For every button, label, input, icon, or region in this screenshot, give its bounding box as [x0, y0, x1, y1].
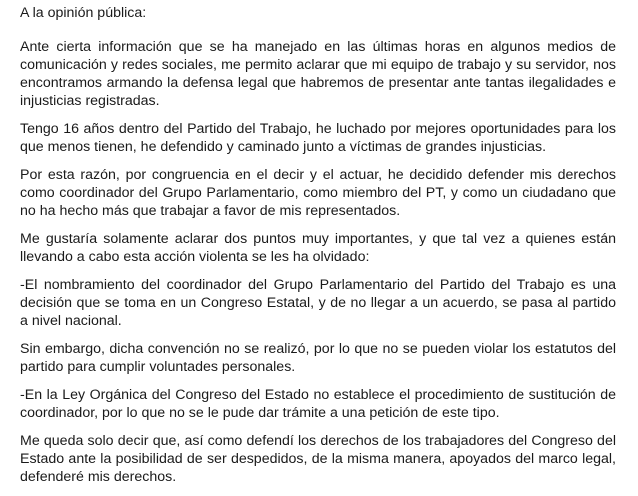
- paragraph-point-appointment: -El nombramiento del coordinador del Grupo Parlamentario del Partido del Trabajo es una decisión que se toma en un Congreso Estatal, y de no llegar a un acuerdo, se pasa al partido a nivel nacional.: [20, 277, 616, 329]
- paragraph-years-in-party: Tengo 16 años dentro del Partido del Trabajo, he luchado por mejores oportunidades para los que menos tienen, he defendido y caminado junto a víctimas de grandes injusticias.: [20, 121, 616, 155]
- paragraph-two-points: Me gustaría solamente aclarar dos puntos muy importantes, y que tal vez a quienes están llevando a cabo esta acción violenta se les ha olvidado:: [20, 231, 616, 265]
- salutation: A la opinión pública:: [20, 5, 147, 21]
- paragraph-closing: Me queda solo decir que, así como defendí los derechos de los trabajadores del Congreso del Estado ante la posibilidad de ser despedidos, de la misma manera, apoyados del marco legal, defenderé mis derechos.: [20, 433, 616, 485]
- paragraph-defend-rights: Por esta razón, por congruencia en el decir y el actuar, he decidido defender mis derechos como coordinador del Grupo Parlamentario, como miembro del PT, y como un ciudadano que no ha hecho más que trabajar a favor de mis representados.: [20, 167, 616, 219]
- letter-document: [20, 4, 616, 496]
- paragraph-point-organic-law: -En la Ley Orgánica del Congreso del Estado no establece el procedimiento de sustitución de coordinador, por lo que no se le pude dar trámite a una petición de este tipo.: [20, 387, 616, 421]
- paragraph-convention: Sin embargo, dicha convención no se realizó, por lo que no se pueden violar los estatutos del partido para cumplir voluntades personales.: [20, 341, 616, 375]
- paragraph-information: Ante cierta información que se ha manejado en las últimas horas en algunos medios de comunicación y redes sociales, me permito aclarar que mi equipo de trabajo y su servidor, nos encontramos armando la defensa legal que habremos de presentar ante tantas ilegalidades e injusticias registradas.: [20, 39, 616, 109]
